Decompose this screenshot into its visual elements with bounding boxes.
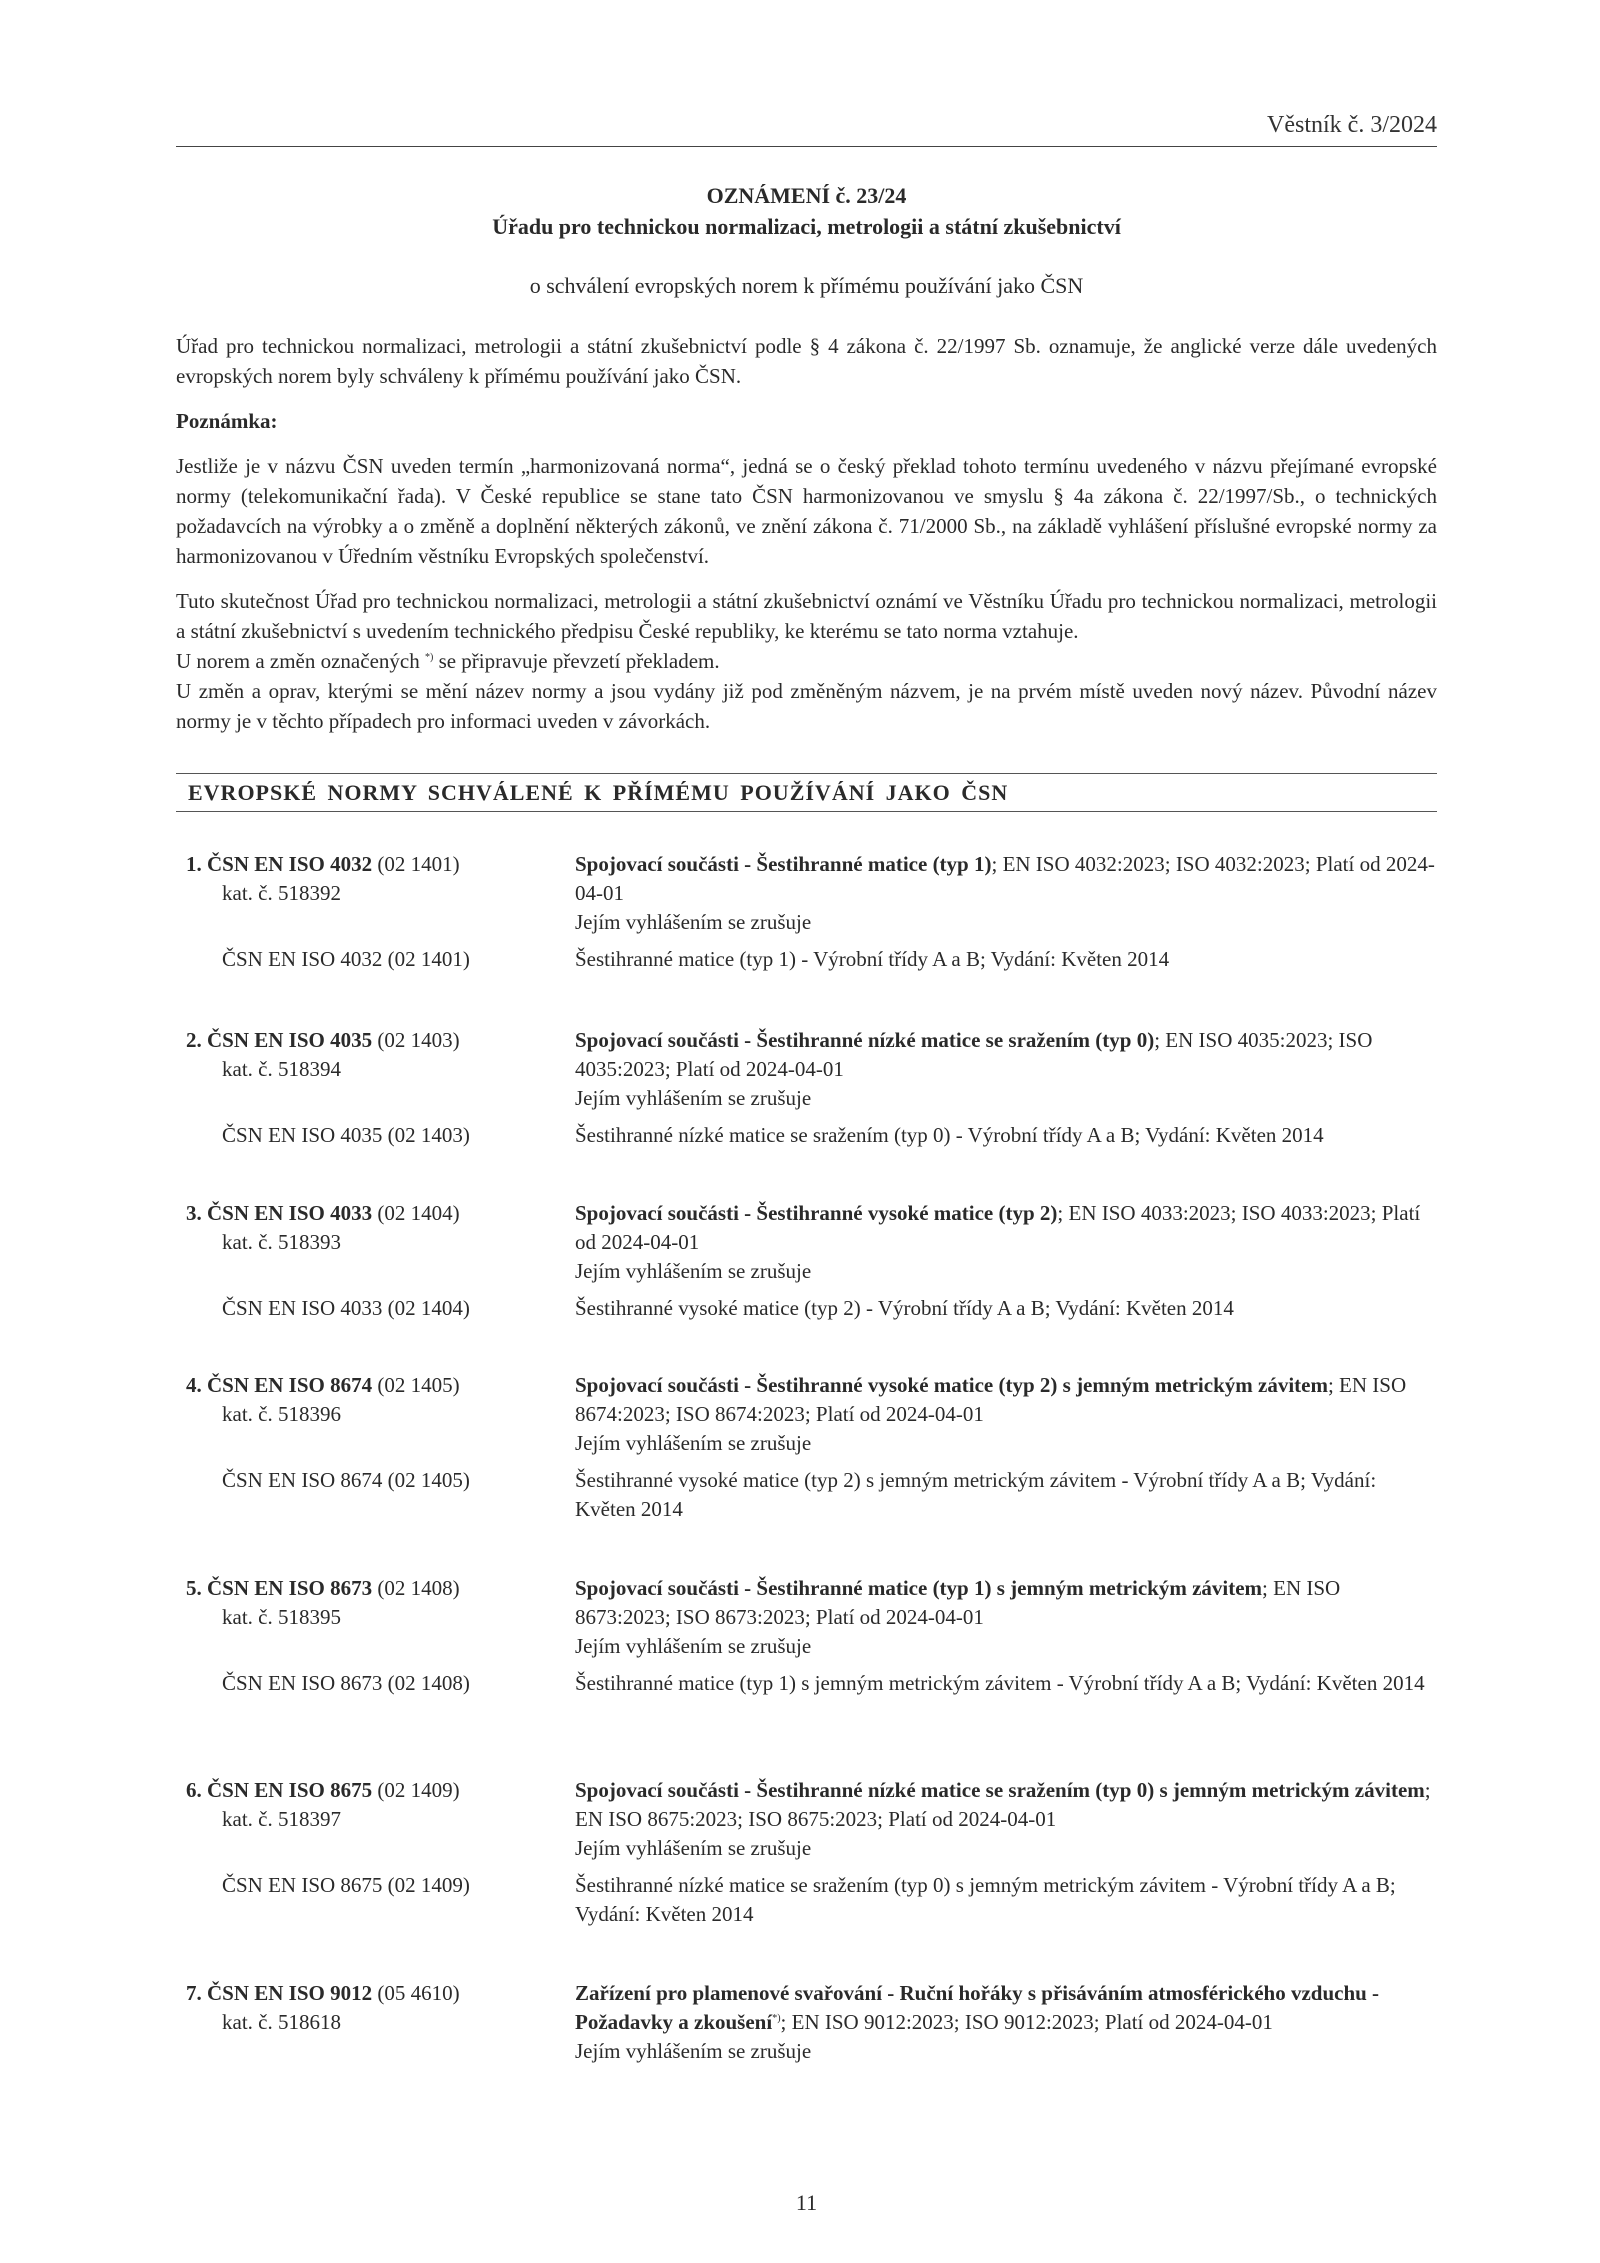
replaced-norm-title: Šestihranné matice (typ 1) - Výrobní třídy A a B; Vydání: Květen 2014 (575, 947, 1170, 971)
norm-class: (02 1409) (377, 1778, 460, 1802)
replaced-norm-title: Šestihranné nízké matice se sražením (typ 0) - Výrobní třídy A a B; Vydání: Květen 2014 (575, 1123, 1324, 1147)
norm-title: Zařízení pro plamenové svařování - Ruční hořáky s přisáváním atmosférického vzduchu - Požadavky a zkoušení (575, 1981, 1380, 2034)
catalog-number: kat. č. 518618 (222, 2010, 341, 2034)
norm-description (575, 1979, 1437, 2066)
norm-title-line (575, 1776, 1437, 1834)
norm-class: (02 1405) (377, 1373, 460, 1397)
cancellation-note: Jejím vyhlášením se zrušuje (575, 910, 812, 934)
norm-code: ČSN EN ISO 8673 (207, 1576, 373, 1600)
norm-title-line (575, 1371, 1437, 1429)
norm-description (575, 1371, 1437, 1458)
cancellation-note: Jejím vyhlášením se zrušuje (575, 2039, 812, 2063)
norm-description (575, 1776, 1437, 1863)
norm-title: Spojovací součásti - Šestihranné vysoké matice (typ 2) s jemným metrickým závitem (575, 1373, 1328, 1397)
footnote-marker: *) (772, 2013, 781, 2024)
catalog-number: kat. č. 518395 (222, 1605, 341, 1629)
norm-title-line (575, 1979, 1437, 2037)
cancellation-note: Jejím vyhlášením se zrušuje (575, 1634, 812, 1658)
norm-details: ; EN ISO 8674:2023; ISO 8674:2023; Platí od 2024-04-01 (575, 1373, 1407, 1426)
norm-class: (02 1403) (377, 1028, 460, 1052)
norm-details: ; EN ISO 4035:2023; ISO 4035:2023; Platí od 2024-04-01 (575, 1028, 1373, 1081)
catalog-number: kat. č. 518396 (222, 1402, 341, 1426)
norm-id (186, 1574, 546, 1632)
info-paragraph (176, 586, 1437, 736)
replaced-norm-code: ČSN EN ISO 4035 (02 1403) (222, 1123, 470, 1147)
entry-number: 2. (186, 1028, 202, 1052)
replaced-norm-code: ČSN EN ISO 8674 (02 1405) (222, 1468, 470, 1492)
norm-code-line (186, 1776, 546, 1805)
cancellation-note: Jejím vyhlášením se zrušuje (575, 1086, 812, 1110)
replaced-norm-title: Šestihranné vysoké matice (typ 2) s jemným metrickým závitem - Výrobní třídy A a B; Vydání: Květen 2014 (575, 1468, 1377, 1521)
note-paragraph: Jestliže je v názvu ČSN uveden termín „harmonizovaná norma“, jedná se o český překlad tohoto termínu uvedeného v názvu přejímané evropské normy (telekomunikační řada). V České republice se stane tato ČSN harmonizovanou ve smyslu § 4a zákona č. 22/1997/Sb., o technických požadavcích na výrobky a o změně a doplnění některých zákonů, ve znění zákona č. 71/2000 Sb., na základě vyhlášení příslušné evropské normy za harmonizovanou v Úředním věstníku Evropských společenství. (176, 454, 1437, 568)
norm-title-line (575, 1199, 1437, 1257)
norm-details: ; EN ISO 8675:2023; ISO 8675:2023; Platí od 2024-04-01 (575, 1778, 1431, 1831)
norm-code: ČSN EN ISO 4033 (207, 1201, 373, 1225)
norm-class: (05 4610) (377, 1981, 460, 2005)
norm-id (186, 1199, 546, 1257)
norm-class: (02 1404) (377, 1201, 460, 1225)
norm-description (575, 1574, 1437, 1661)
norm-details: ; EN ISO 8673:2023; ISO 8673:2023; Platí od 2024-04-01 (575, 1576, 1341, 1629)
replaced-norm-title: Šestihranné vysoké matice (typ 2) - Výrobní třídy A a B; Vydání: Květen 2014 (575, 1296, 1234, 1320)
note-heading: Poznámka: (176, 409, 278, 433)
replaced-norm-title: Šestihranné nízké matice se sražením (typ 0) s jemným metrickým závitem - Výrobní třídy A a B; Vydání: Květen 2014 (575, 1873, 1396, 1926)
norm-code-line (186, 1574, 546, 1603)
catalog-number: kat. č. 518393 (222, 1230, 341, 1254)
info-text-2-a: U norem a změn označených (176, 649, 425, 673)
info-text-2 (176, 646, 1437, 676)
section-rule-bottom (176, 811, 1437, 812)
entry-number: 5. (186, 1576, 202, 1600)
norm-title: Spojovací součásti - Šestihranné matice (typ 1) s jemným metrickým závitem (575, 1576, 1263, 1600)
norm-description (575, 1026, 1437, 1113)
norm-class: (02 1401) (377, 852, 460, 876)
norm-title-line (575, 1026, 1437, 1084)
replaced-norm-title: Šestihranné matice (typ 1) s jemným metrickým závitem - Výrobní třídy A a B; Vydání: Květen 2014 (575, 1671, 1425, 1695)
norm-id (186, 850, 546, 908)
entry-number: 4. (186, 1373, 202, 1397)
catalog-number: kat. č. 518394 (222, 1057, 341, 1081)
norm-title: Spojovací součásti - Šestihranné vysoké matice (typ 2) (575, 1201, 1058, 1225)
page-number: 11 (795, 2190, 818, 2215)
entry-number: 7. (186, 1981, 202, 2005)
entry-number: 1. (186, 852, 202, 876)
norm-description (575, 1199, 1437, 1286)
norm-code-line (186, 850, 546, 879)
norm-code: ČSN EN ISO 8675 (207, 1778, 373, 1802)
catalog-number: kat. č. 518397 (222, 1807, 341, 1831)
info-text-3: U změn a oprav, kterými se mění název normy a jsou vydány již pod změněným názvem, je na prvém místě uveden nový název. Původní název normy je v těchto případech pro informaci uveden v závorkách. (176, 679, 1437, 733)
catalog-number: kat. č. 518392 (222, 881, 341, 905)
norm-details: ; EN ISO 4033:2023; ISO 4033:2023; Platí od 2024-04-01 (575, 1201, 1421, 1254)
norm-id (186, 1026, 546, 1084)
norm-description (575, 850, 1437, 937)
cancellation-note: Jejím vyhlášením se zrušuje (575, 1431, 812, 1455)
norm-code-line (186, 1026, 546, 1055)
norm-code-line (186, 1979, 546, 2008)
norm-title: Spojovací součásti - Šestihranné nízké matice se sražením (typ 0) (575, 1028, 1155, 1052)
notice-subject: o schválení evropských norem k přímému používání jako ČSN (529, 273, 1084, 298)
section-rule-top (176, 773, 1437, 774)
intro-paragraph: Úřad pro technickou normalizaci, metrologii a státní zkušebnictví podle § 4 zákona č. 22/1997 Sb. oznamuje, že anglické verze dále uvedených evropských norem byly schváleny k přímému používání jako ČSN. (176, 334, 1437, 388)
notice-number: OZNÁMENÍ č. 23/24 (706, 183, 907, 208)
cancellation-note: Jejím vyhlášením se zrušuje (575, 1259, 812, 1283)
footnote-marker: *) (424, 652, 434, 663)
norm-title: Spojovací součásti - Šestihranné matice (typ 1) (575, 852, 992, 876)
norm-code-line (186, 1371, 546, 1400)
norm-code: ČSN EN ISO 4032 (207, 852, 373, 876)
norm-id (186, 1371, 546, 1429)
info-text-1: Tuto skutečnost Úřad pro technickou normalizaci, metrologii a státní zkušebnictví oznámí ve Věstníku Úřadu pro technickou normalizaci, metrologii a státní zkušebnictví s uvedením technického předpisu České republiky, ke kterému se tato norma vztahuje. (176, 589, 1437, 643)
norm-code-line (186, 1199, 546, 1228)
issuing-office: Úřadu pro technickou normalizaci, metrologii a státní zkušebnictví (492, 214, 1121, 239)
norm-details: ; EN ISO 4032:2023; ISO 4032:2023; Platí od 2024-04-01 (575, 852, 1435, 905)
norm-title-line (575, 850, 1437, 908)
cancellation-note: Jejím vyhlášením se zrušuje (575, 1836, 812, 1860)
norm-title: Spojovací součásti - Šestihranné nízké matice se sražením (typ 0) s jemným metrickým závitem (575, 1778, 1425, 1802)
norm-code: ČSN EN ISO 4035 (207, 1028, 373, 1052)
norm-id (186, 1776, 546, 1834)
norm-details: ; EN ISO 9012:2023; ISO 9012:2023; Platí od 2024-04-01 (780, 2010, 1273, 2034)
replaced-norm-code: ČSN EN ISO 4033 (02 1404) (222, 1296, 470, 1320)
section-title: EVROPSKÉ NORMY SCHVÁLENÉ K PŘÍMÉMU POUŽÍVÁNÍ JAKO ČSN (188, 780, 1009, 805)
issue-header: Věstník č. 3/2024 (1267, 112, 1437, 138)
entry-number: 3. (186, 1201, 202, 1225)
norm-code: ČSN EN ISO 8674 (207, 1373, 373, 1397)
norm-class: (02 1408) (377, 1576, 460, 1600)
norm-title-line (575, 1574, 1437, 1632)
replaced-norm-code: ČSN EN ISO 4032 (02 1401) (222, 947, 470, 971)
replaced-norm-code: ČSN EN ISO 8675 (02 1409) (222, 1873, 470, 1897)
norm-code: ČSN EN ISO 9012 (207, 1981, 373, 2005)
header-rule (176, 146, 1437, 147)
info-text-2-b: se připravuje převzetí překladem. (433, 649, 720, 673)
document-page (176, 0, 1437, 2263)
norm-id (186, 1979, 546, 2037)
entry-number: 6. (186, 1778, 202, 1802)
replaced-norm-code: ČSN EN ISO 8673 (02 1408) (222, 1671, 470, 1695)
